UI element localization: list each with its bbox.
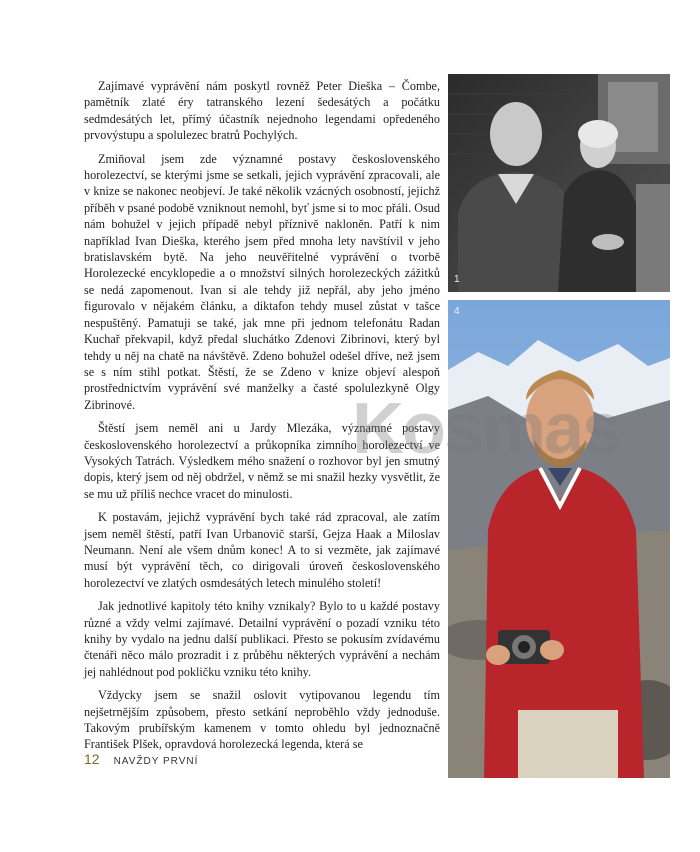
bw-portrait-icon [448, 74, 670, 292]
photo-elderly-couple [448, 74, 670, 292]
paragraph: Zmiňoval jsem zde významné postavy československého horolezectví, se kterými jsme se setkali, jejich vyprávění zpracovali, ale v knize se nakonec neobjeví. Je také několik vzácných osobností, jejichž příběh v psané podobě vzniknout nemohl, byť jsme si to moc přáli. Osud nám bohužel v jejich případě nebyl příznivě nakloněn. Patří k nim například Ivan Dieška, kterého jsem před mnoha lety navštívil v jeho bratislavském bytě. Na jeho neuvěřitelné vyprávění o tvorbě Horolezecké encyklopedie a o množství silných horolezeckých zážitků se nedá zapomenout. Ivan si ale tehdy již nepřál, aby jeho jméno figurovalo v nějakém článku, a diktafon tehdy musel zůstat v tašce nespuštěný. Pamatuji se také, jak mne při jednom telefonátu Radan Kuchař překvapil, když předal sluchátko Zdenovi Zibrinovi, který byl tehdy u něj na chatě na návštěvě. Zdeno bohužel odešel dříve, než jsem se s ním stihl potkat. Štěstí, že se Zdeno v knize objeví alespoň prostřednictvím vyprávění své manželky a časté spolulezkyně Olgy Zibrinové. [84, 151, 440, 412]
chapter-title: NAVŽDY PRVNÍ [113, 756, 199, 767]
photo-number: 4 [454, 306, 460, 317]
color-portrait-icon [448, 300, 670, 778]
photo-number: 1 [454, 274, 460, 285]
page-number: 12 [84, 751, 100, 767]
watermark: Kosmas [352, 389, 621, 469]
paragraph: K postavám, jejichž vyprávění bych také rád zpracoval, ale zatím jsem neměl štěstí, patří Ivan Urbanovič starší, Gejza Haak a Miloslav Neumann. Není ale všem dnům konec! A to si vezměte, jak zajímavé musí být vyprávění těch, co dirigovali úroveň československého horolezectví ve zlatých osmdesátých letech minulého století! [84, 510, 440, 590]
body-text [84, 78, 440, 760]
photo-climber [448, 300, 670, 778]
paragraph: Jak jednotlivé kapitoly této knihy vznikaly? Bylo to u každé postavy různé a vždy velmi zajímavé. Detailní vyprávění o pozadí vzniku této knihy by vydalo na jednu další publikaci. Přesto se pokusím zvídavému čtenáři něco málo prozradit i z průběhu některých vyprávění a nechám jej nahlédnout pod pokličku vzniku této knihy. [84, 599, 440, 679]
paragraph: Štěstí jsem neměl ani u Jardy Mlezáka, významné postavy československého horolezectví a průkopníka zimního horolezectví ve Vysokých Tatrách. Výsledkem mého snažení o rozhovor byl jen smutný dopis, který jsem od něj obdržel, v němž se mi snažil hezky vysvětlit, že se mu už příliš nechce vracet do minulosti. [84, 421, 440, 501]
paragraph: Vždycky jsem se snažil oslovit vytipovanou legendu tím nejšetrnějším způsobem, přesto setkání neproběhlo vždy jednoduše. Takovým prubířským kamenem v tomto ohledu byl jednoznačně František Plšek, opravdová horolezecká legenda, která se [84, 688, 440, 752]
page-footer [84, 751, 198, 767]
paragraph: Zajímavé vyprávění nám poskytl rovněž Peter Dieška – Čombe, pamětník zlaté éry tatranského lezení šedesátých a počátku sedmdesátých let, přímý účastník nejednoho legendami opředeného prvovýstupu a spolulezec bratrů Pochylých. [84, 79, 440, 143]
